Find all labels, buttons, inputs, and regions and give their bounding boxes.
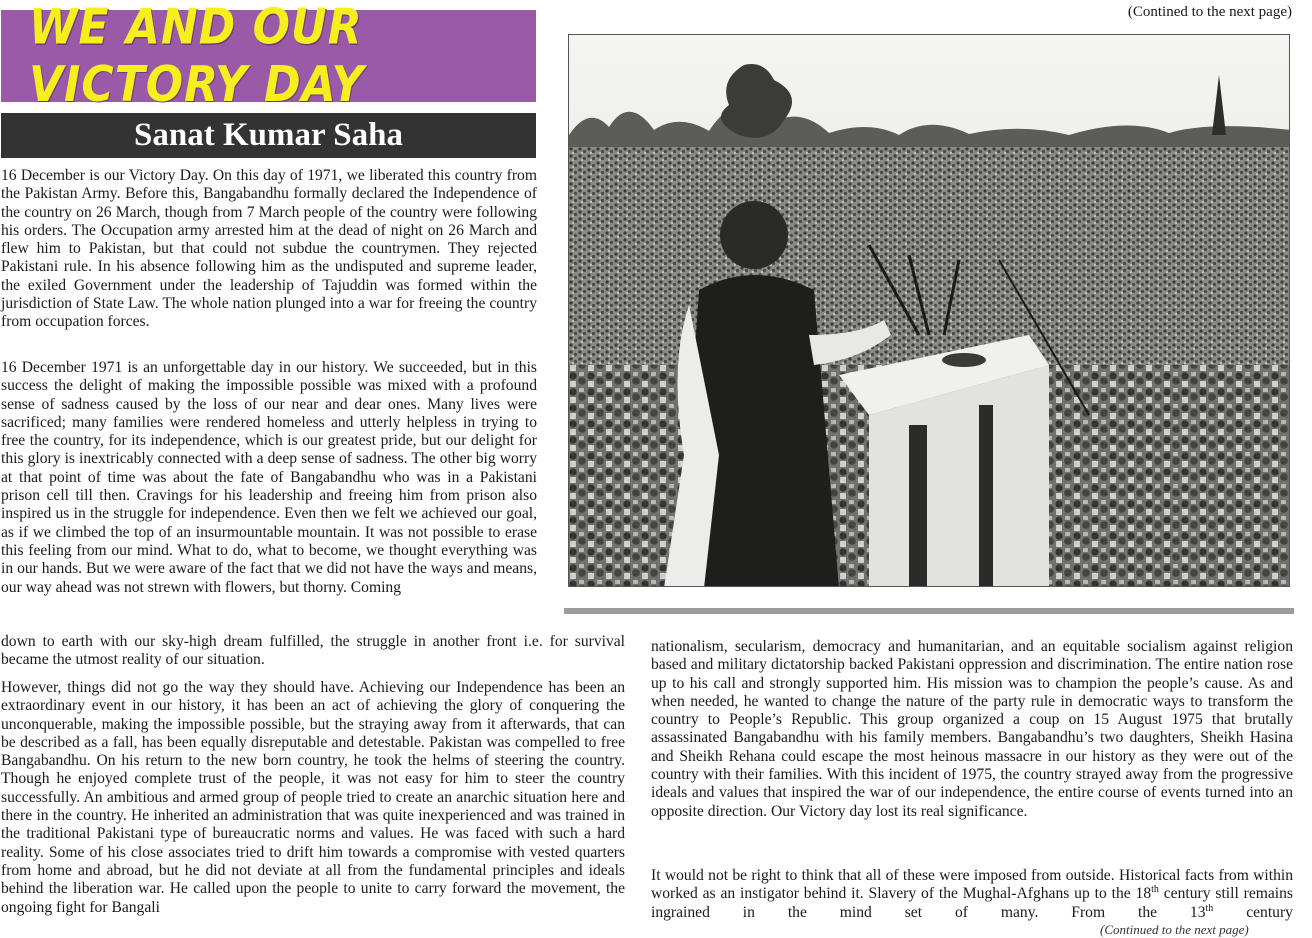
paragraph-3: However, things did not go the way they should have. Achieving our Independence has been an extraordinary event in our history, it has been an act of achieving the glory of conquering the unconquerable, making the impossible possible, but the straying away from it afterwards, that can be described as a fall, has been equally disreputable and detestable. Pakistan was compelled to free Bangabandhu. On his return to the new born country, he took the helms of steering the country. Though he enjoyed complete trust of the people, it was not easy for him to steer the country successfully. An ambitious and armed group of people tried to create an anarchic situation here and there in the country. He inherited an administration that was quite inexperienced and was trained in the traditional Pakistani type of bureaucratic norms and values. He was faced with such a hard reality. Some of his close associates tried to drift him towards a compromise with vested quarters from home and abroad, but he did not deviate at all from the fundamental principles and ideals behind the liberation war. He called upon the people to unite to carry forward the movement, the ongoing fight for Bangali bbox=[1, 679, 625, 916]
photo-speech-rally bbox=[568, 34, 1290, 587]
paragraph-2-continued: down to earth with our sky-high dream fulfilled, the struggle in another front i.e. for survival became the utmost reality of our situation. bbox=[1, 633, 625, 669]
ordinal-suffix: th bbox=[1205, 902, 1214, 914]
author-bar bbox=[1, 113, 536, 158]
continued-note: (Contined to the next page) bbox=[1127, 4, 1292, 20]
photo-speech-rally-icon bbox=[569, 35, 1290, 587]
next-page-note: (Continued to the next page) bbox=[1100, 922, 1249, 937]
paragraph-5-part-b: century still remains ingrained in the mind set of many. From the 13 bbox=[651, 885, 1294, 921]
paragraph-5-part-a: It would not be right to think that all of these were imposed from outside. Historical facts from within worked as an instigator behind it. Slavery of the Mughal-Afghans up to the 18 bbox=[651, 867, 1293, 903]
author-name: Sanat Kumar Saha bbox=[134, 117, 403, 153]
section-divider bbox=[564, 608, 1294, 614]
paragraph-2: 16 December 1971 is an unforgettable day in our history. We succeeded, but in this success the delight of making the impossible possible was mixed with a profound sense of sadness caused by the loss of our near and dear ones. Many lives were sacrificed; many families were rendered homeless and utterly helpless in trying to free the country, for its independence, which is our greatest pride, but our delight for this glory is inextricably connected with a deep sense of sadness. The other big worry at that point of time was about the fate of Bangabandhu who was in a Pakistani prison cell till then. Cravings for his leadership and freeing him from prison also inspired us in the struggle for independence. Even then we felt we achieved our goal, as if we climbed the top of an insurmountable mountain. It was not possible to erase this feeling from our mind. What to do, what to become, we thought everything was in our hands. But we were aware of the fact that we did not have the ways and means, our way ahead was not strewn with flowers, but thorny. Coming bbox=[1, 359, 537, 596]
paragraph-1: 16 December is our Victory Day. On this day of 1971, we liberated this country from the Pakistan Army. Before this, Bangabandhu formally declared the Independence of the country on 26 March, though from 7 March people of the country were following his orders. The Occupation army arrested him at the dead of night on 26 March and flew him to Pakistan, but that could not subdue the countrymen. They rejected Pakistani rule. In his absence following him as the undisputed and supreme leader, the exiled Government under the leadership of Tajuddin was formed within the jurisdiction of State Law. The whole nation plunged into a war for freeing the country from occupation forces. bbox=[1, 167, 537, 331]
paragraph-4: nationalism, secularism, democracy and humanitarian, and an equitable socialism against religion based and military dictatorship backed Pakistani oppression and discrimination. The entire nation rose up to his call and strongly supported him. His mission was to champion the people’s cause. As and when needed, he wanted to change the nature of the party rule in democratic ways to transform the country to People’s Republic. This group organized a coup on 15 August 1975 that brutally assassinated Bangabandhu with his family members. Bangabandhu’s two daughters, Sheikh Hasina and Sheikh Rehana could escape the most heinous massacre in our history as they were out of the country with their families. With this incident of 1975, the country strayed away from the progressive ideals and values that inspired the war of our independence, the entire course of events turned into an opposite direction. Our Victory day lost its real significance. bbox=[651, 638, 1293, 820]
paragraph-5 bbox=[651, 867, 1293, 922]
paragraph-5-part-c: century bbox=[1213, 903, 1293, 921]
title-banner bbox=[1, 0, 536, 114]
ordinal-suffix: th bbox=[1151, 884, 1159, 896]
article-title: WE AND OUR VICTORY DAY bbox=[29, 0, 365, 114]
